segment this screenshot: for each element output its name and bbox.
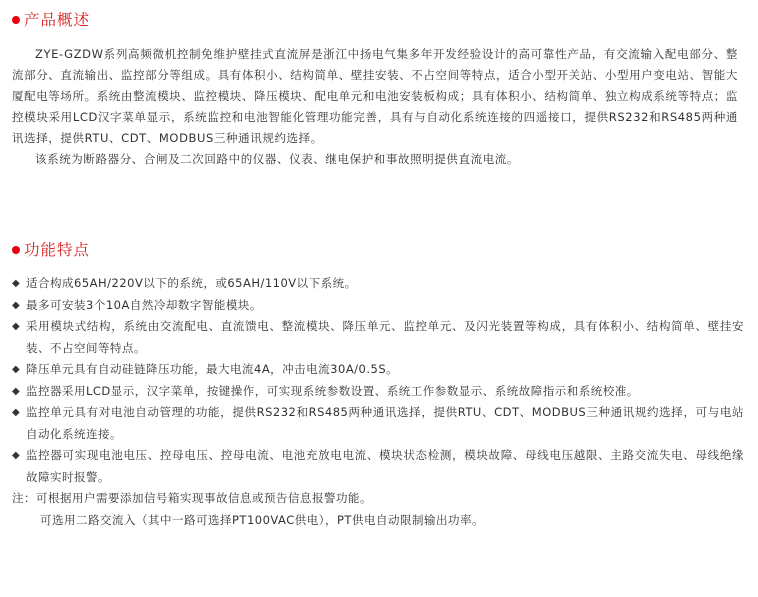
feature-item <box>12 402 744 445</box>
red-dot-icon <box>12 246 20 254</box>
diamond-bullet-icon: ◆ <box>12 321 21 332</box>
feature-text: 最多可安装3个10A自然冷却数字智能模块。 <box>26 297 262 312</box>
feature-item <box>12 359 744 381</box>
feature-item <box>12 316 744 359</box>
feature-text: 监控器采用LCD显示，汉字菜单，按键操作，可实现系统参数设置、系统工作参数显示、系统故障指示和系统校准。 <box>26 383 639 398</box>
diamond-bullet-icon: ◆ <box>12 450 21 461</box>
feature-item <box>12 381 744 403</box>
diamond-bullet-icon: ◆ <box>12 385 21 397</box>
features-title: 功能特点 <box>24 241 91 259</box>
overview-body <box>0 44 758 170</box>
diamond-bullet-icon: ◆ <box>12 364 21 375</box>
diamond-bullet-icon: ◆ <box>12 299 21 311</box>
feature-text: 采用模块式结构，系统由交流配电、直流馈电、整流模块、降压单元、监控单元、及闪光装置等构成，具有体积小、结构简单、壁挂安装、不占空间等特点。 <box>26 319 744 355</box>
overview-paragraph: 该系统为断路器分、合闸及二次回路中的仪器、仪表、继电保护和事故照明提供直流电流。 <box>35 152 519 166</box>
overview-paragraph: ZYE-GZDW系列高频微机控制免维护壁挂式直流屏是浙江中扬电气集多年开发经验设计的高可靠性产品，有交流输入配电部分、整流部分、直流输出、监控部分等组成。具有体积小、结构简单、壁挂安装、不占空间等特点，适合小型开关站、小型用户变电站、智能大厦配电等场所。系统由整流模块、监控模块、降压模块、配电单元和电池安装板构成；具有体积小、结构简单、独立构成系统等特点；监控模块采用LCD汉字菜单显示，系统监控和电池智能化管理功能完善，具有与自动化系统连接的四遥接口，提供RS232和RS485两种通讯选择，提供RTU、CDT、MODBUS三种通讯规约选择。 <box>12 47 738 145</box>
feature-list <box>0 273 758 531</box>
feature-text: 降压单元具有自动硅链降压功能，最大电流4A，冲击电流30A/0.5S。 <box>26 362 399 376</box>
overview-heading <box>0 8 758 32</box>
diamond-bullet-icon: ◆ <box>12 278 21 289</box>
feature-text: 适合构成65AH/220V以下的系统，或65AH/110V以下系统。 <box>26 276 357 290</box>
features-section <box>0 238 758 531</box>
overview-section <box>0 8 758 170</box>
red-dot-icon <box>12 16 20 24</box>
note-line: 注：可根据用户需要添加信号箱实现事故信息或预告信息报警功能。 <box>12 491 372 505</box>
feature-item <box>12 295 744 317</box>
feature-text: 监控器可实现电池电压、控母电压、控母电流、电池充放电电流、模块状态检测，模块故障、母线电压越限、主路交流失电、母线绝缘故障实时报警。 <box>26 448 744 484</box>
feature-text: 监控单元具有对电池自动管理的功能，提供RS232和RS485两种通讯选择，提供RTU、CDT、MODBUS三种通讯规约选择，可与电站自动化系统连接。 <box>26 405 744 441</box>
feature-item <box>12 273 744 295</box>
diamond-bullet-icon: ◆ <box>12 407 21 418</box>
overview-title: 产品概述 <box>24 11 91 29</box>
feature-item <box>12 445 744 488</box>
note-line: 可选用二路交流入（其中一路可选择PT100VAC供电），PT供电自动限制输出功率。 <box>40 512 484 527</box>
features-heading <box>0 238 758 262</box>
